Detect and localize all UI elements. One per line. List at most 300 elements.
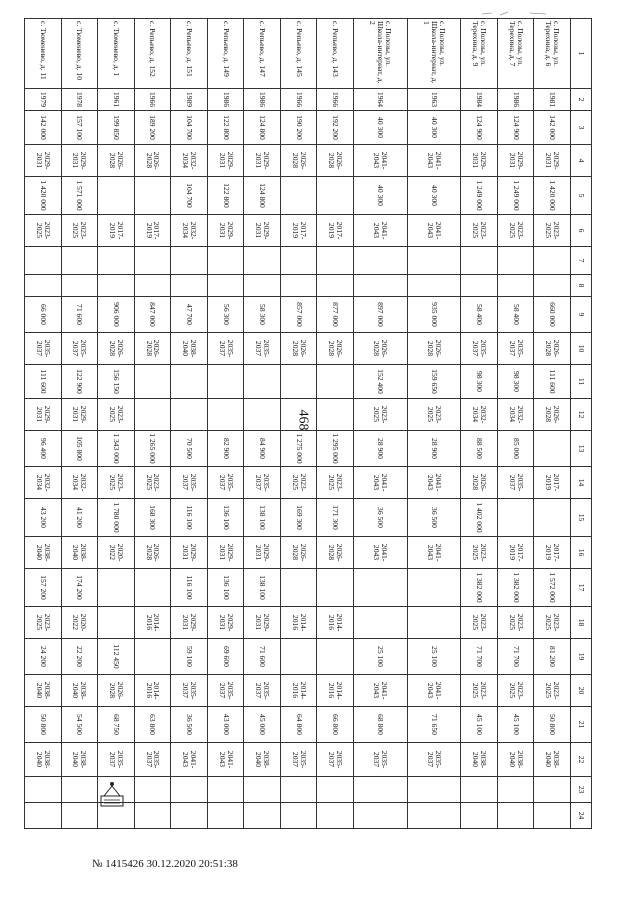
column-header: 8	[571, 275, 592, 297]
table-cell	[134, 777, 171, 803]
table-cell: 40 300	[407, 177, 461, 215]
table-cell: 2035-2037	[207, 467, 244, 499]
table-cell: 59 100	[171, 639, 208, 675]
table-cell	[244, 777, 281, 803]
table-cell: 157 200	[25, 569, 62, 607]
table-cell: 2035-2037	[25, 333, 62, 365]
table-cell: 1978	[61, 89, 98, 111]
table-cell: 2023-2025	[461, 607, 498, 639]
table-cell: 1 402 000	[461, 499, 498, 537]
address-cell: с. Полозы, ул. Терехина, д. 6	[534, 19, 571, 89]
table-cell: 1 420 000	[534, 177, 571, 215]
table-cell: 136 100	[207, 569, 244, 607]
table-row	[317, 19, 354, 829]
table-cell: 2014-2016	[280, 607, 317, 639]
table-cell: 2026-2028	[280, 537, 317, 569]
table-cell: 68 800	[353, 707, 407, 743]
table-cell: 98 300	[461, 365, 498, 399]
table-cell	[207, 777, 244, 803]
table-cell: 1964	[353, 89, 407, 111]
table-cell: 2038-2040	[25, 675, 62, 707]
table-cell: 2038-2040	[61, 537, 98, 569]
table-cell: 136 100	[207, 499, 244, 537]
table-cell	[207, 247, 244, 275]
table-cell: 2026-2028	[98, 145, 135, 177]
table-cell: 2017-2019	[134, 215, 171, 247]
table-cell	[534, 247, 571, 275]
table-cell	[280, 275, 317, 297]
table-cell: 2038-2040	[25, 537, 62, 569]
repair-schedule-table	[24, 18, 592, 829]
table-cell	[317, 777, 354, 803]
table-cell: 171 300	[317, 499, 354, 537]
table-cell: 2038-2040	[171, 333, 208, 365]
table-body	[25, 19, 571, 829]
table-cell	[171, 399, 208, 431]
table-cell: 2026-2028	[134, 333, 171, 365]
table-row	[25, 19, 62, 829]
table-cell: 2023-2025	[534, 675, 571, 707]
table-cell: 69 600	[207, 639, 244, 675]
table-cell	[317, 639, 354, 675]
table-cell: 2026-2028	[317, 145, 354, 177]
table-cell: 28 900	[407, 431, 461, 467]
column-header: 9	[571, 297, 592, 333]
table-cell: 41 200	[61, 499, 98, 537]
table-cell: 2020-2022	[61, 607, 98, 639]
table-cell: 25 100	[407, 639, 461, 675]
table-cell	[171, 247, 208, 275]
table-cell: 22 200	[61, 639, 98, 675]
address-cell: с. Репьево, д. 147	[244, 19, 281, 89]
table-cell: 2035-2037	[497, 333, 534, 365]
table-cell: 2014-2016	[317, 675, 354, 707]
table-cell: 63 800	[134, 707, 171, 743]
table-cell: 847 000	[134, 297, 171, 333]
table-row	[207, 19, 244, 829]
address-cell: с. Репьево, д. 143	[317, 19, 354, 89]
table-cell: 2023-2025	[407, 399, 461, 431]
table-cell: 122 800	[207, 111, 244, 145]
table-cell: 2041-2043	[353, 215, 407, 247]
table-cell: 2038-2040	[61, 743, 98, 777]
table-cell: 1 265 000	[134, 431, 171, 467]
table-cell: 2035-2037	[244, 467, 281, 499]
table-cell: 112 450	[98, 639, 135, 675]
table-cell: 2026-2028	[134, 145, 171, 177]
table-cell: 2035-2037	[280, 743, 317, 777]
table-cell: 2017-2019	[98, 215, 135, 247]
table-cell: 71 650	[407, 707, 461, 743]
table-cell: 66 000	[25, 297, 62, 333]
table-cell: 1961	[98, 89, 135, 111]
table-row	[407, 19, 461, 829]
table-cell	[317, 803, 354, 829]
table-cell: 54 500	[61, 707, 98, 743]
table-cell: 1989	[171, 89, 208, 111]
table-cell	[134, 639, 171, 675]
table-cell: 2035-2037	[244, 333, 281, 365]
address-cell: с. Полозы, ул. Школа-интернат, д. 2	[353, 19, 407, 89]
table-cell: 50 800	[25, 707, 62, 743]
table-cell	[25, 803, 62, 829]
table-cell	[497, 803, 534, 829]
table-cell: 1 249 000	[497, 177, 534, 215]
table-cell: 169 300	[280, 499, 317, 537]
table-cell: 2035-2037	[207, 675, 244, 707]
column-header: 14	[571, 467, 592, 499]
table-cell: 124 800	[244, 111, 281, 145]
table-header	[571, 19, 592, 829]
table-cell: 2035-2037	[407, 743, 461, 777]
table-cell: 24 200	[25, 639, 62, 675]
table-row	[534, 19, 571, 829]
table-cell	[25, 247, 62, 275]
column-header: 6	[571, 215, 592, 247]
table-cell: 2032-2034	[61, 467, 98, 499]
table-cell: 47 700	[171, 297, 208, 333]
table-cell	[317, 275, 354, 297]
table-cell: 1 249 000	[461, 177, 498, 215]
table-cell: 105 800	[61, 431, 98, 467]
table-cell	[461, 275, 498, 297]
column-header: 11	[571, 365, 592, 399]
table-cell	[244, 803, 281, 829]
table-cell: 1966	[317, 89, 354, 111]
table-cell: 58 300	[244, 297, 281, 333]
column-header: 22	[571, 743, 592, 777]
table-cell	[280, 365, 317, 399]
table-cell: 2038-2040	[497, 743, 534, 777]
column-header: 19	[571, 639, 592, 675]
column-header: 17	[571, 569, 592, 607]
table-cell: 2029-2031	[207, 537, 244, 569]
table-cell: 50 800	[534, 707, 571, 743]
table-cell: 111 600	[534, 365, 571, 399]
table-cell: 2017-2019	[497, 537, 534, 569]
table-cell: 122 900	[61, 365, 98, 399]
table-cell: 2014-2016	[317, 607, 354, 639]
table-cell	[61, 803, 98, 829]
table-cell	[407, 569, 461, 607]
table-cell: 2017-2019	[280, 215, 317, 247]
table-cell	[134, 399, 171, 431]
table-cell	[25, 275, 62, 297]
table-cell: 43 200	[25, 499, 62, 537]
table-cell: 88 500	[461, 431, 498, 467]
table-cell	[244, 399, 281, 431]
column-header: 10	[571, 333, 592, 365]
table-cell: 159 650	[407, 365, 461, 399]
table-cell: 43 000	[207, 707, 244, 743]
table-cell: 2029-2031	[207, 215, 244, 247]
table-cell: 124 800	[244, 177, 281, 215]
table-cell	[353, 803, 407, 829]
table-cell	[407, 275, 461, 297]
table-cell: 189 200	[134, 111, 171, 145]
table-cell: 199 850	[98, 111, 135, 145]
table-cell: 857 000	[280, 297, 317, 333]
table-cell	[171, 803, 208, 829]
table-cell: 2026-2028	[280, 333, 317, 365]
table-cell: 2041-2043	[353, 467, 407, 499]
table-cell: 111 600	[25, 365, 62, 399]
table-cell: 36 500	[407, 499, 461, 537]
table-cell: 2032-2034	[171, 215, 208, 247]
table-cell: 40 300	[353, 111, 407, 145]
table-cell	[171, 275, 208, 297]
table-cell: 1 382 000	[461, 569, 498, 607]
table-cell: 2035-2037	[244, 675, 281, 707]
table-cell	[353, 275, 407, 297]
column-header: 7	[571, 247, 592, 275]
table-cell	[353, 777, 407, 803]
table-cell	[497, 499, 534, 537]
table-cell: 2023-2025	[461, 675, 498, 707]
table-cell: 2029-2031	[244, 537, 281, 569]
table-cell: 70 500	[171, 431, 208, 467]
table-cell: 2029-2031	[61, 399, 98, 431]
table-cell: 2023-2025	[497, 215, 534, 247]
table-cell: 1 572 000	[534, 569, 571, 607]
table-cell: 2038-2040	[461, 743, 498, 777]
table-cell: 2038-2040	[534, 743, 571, 777]
table-cell: 2026-2028	[407, 333, 461, 365]
table-cell: 174 200	[61, 569, 98, 607]
table-cell: 2041-2043	[353, 537, 407, 569]
table-cell: 2026-2028	[353, 333, 407, 365]
table-cell: 2014-2016	[134, 607, 171, 639]
table-cell: 1984	[461, 89, 498, 111]
table-cell: 2023-2025	[61, 215, 98, 247]
table-cell	[134, 177, 171, 215]
table-row	[171, 19, 208, 829]
table-cell: 1981	[534, 89, 571, 111]
table-cell: 124 900	[497, 111, 534, 145]
table-cell: 45 100	[461, 707, 498, 743]
table-cell: 2029-2031	[244, 145, 281, 177]
table-cell: 1 275 000	[280, 431, 317, 467]
table-cell	[171, 365, 208, 399]
table-cell: 71 700	[497, 639, 534, 675]
table-cell: 2023-2025	[461, 537, 498, 569]
address-cell: с. Тюменево, д. 1	[98, 19, 135, 89]
table-cell	[497, 777, 534, 803]
table-cell	[461, 803, 498, 829]
table-cell: 142 000	[25, 111, 62, 145]
table-cell: 138 100	[244, 499, 281, 537]
address-cell: с. Полозы, ул. Терехина, д. 7	[497, 19, 534, 89]
table-row	[134, 19, 171, 829]
table-cell: 157 100	[61, 111, 98, 145]
footer-stamp: № 1415426 30.12.2020 20:51:38	[92, 858, 238, 870]
table-cell: 156 150	[98, 365, 135, 399]
column-header: 21	[571, 707, 592, 743]
table-cell	[317, 247, 354, 275]
table-cell: 2041-2043	[207, 743, 244, 777]
table-cell: 2035-2037	[61, 333, 98, 365]
table-cell: 897 000	[353, 297, 407, 333]
table-cell	[497, 275, 534, 297]
table-cell: 85 000	[497, 431, 534, 467]
table-cell: 2029-2031	[207, 145, 244, 177]
table-cell: 2023-2025	[497, 607, 534, 639]
table-cell: 2023-2025	[353, 399, 407, 431]
table-cell: 2032-2034	[25, 467, 62, 499]
table-row	[497, 19, 534, 829]
column-header: 2	[571, 89, 592, 111]
table-cell: 2035-2037	[497, 467, 534, 499]
table-cell: 2029-2031	[497, 145, 534, 177]
table-cell: 2023-2025	[98, 399, 135, 431]
column-header: 5	[571, 177, 592, 215]
table-cell	[534, 499, 571, 537]
table-cell: 2026-2028	[280, 145, 317, 177]
table-cell: 116 100	[171, 499, 208, 537]
table-row	[353, 19, 407, 829]
column-header: 12	[571, 399, 592, 431]
table-cell: 2035-2037	[461, 333, 498, 365]
table-cell	[244, 247, 281, 275]
table-cell	[497, 247, 534, 275]
table-cell: 45 000	[244, 707, 281, 743]
table-cell: 2041-2043	[407, 675, 461, 707]
address-cell: с. Репьево, д. 152	[134, 19, 171, 89]
address-cell: с. Полозы, ул. Школа-интернат, д. 1	[407, 19, 461, 89]
table-cell: 36 500	[171, 707, 208, 743]
table-cell: 1966	[280, 89, 317, 111]
table-cell: 168 300	[134, 499, 171, 537]
table-cell: 1 571 000	[61, 177, 98, 215]
table-cell	[134, 569, 171, 607]
table-cell: 1979	[25, 89, 62, 111]
table-row	[461, 19, 498, 829]
table-cell: 71 600	[244, 639, 281, 675]
table-cell	[244, 365, 281, 399]
column-header: 23	[571, 777, 592, 803]
column-header: 24	[571, 803, 592, 829]
table-cell: 2017-2019	[317, 215, 354, 247]
table-cell: 2020-2022	[98, 537, 135, 569]
table-rotation-wrapper	[24, 18, 592, 828]
table-cell: 1 295 000	[317, 431, 354, 467]
table-cell: 2023-2025	[280, 467, 317, 499]
table-cell: 2035-2037	[353, 743, 407, 777]
table-cell: 84 900	[244, 431, 281, 467]
table-cell: 2029-2031	[461, 145, 498, 177]
table-cell: 2029-2031	[61, 145, 98, 177]
table-cell	[407, 777, 461, 803]
table-cell	[461, 777, 498, 803]
table-cell: 2023-2025	[98, 467, 135, 499]
table-cell	[98, 607, 135, 639]
table-cell: 68 750	[98, 707, 135, 743]
scan-artifact	[480, 8, 550, 18]
table-cell	[207, 275, 244, 297]
table-cell: 2023-2025	[317, 467, 354, 499]
table-cell	[280, 777, 317, 803]
table-cell	[207, 803, 244, 829]
table-cell: 116 100	[171, 569, 208, 607]
table-cell: 1 780 000	[98, 499, 135, 537]
address-cell: с. Тюменево, д. 10	[61, 19, 98, 89]
table-cell	[98, 177, 135, 215]
table-cell: 2029-2031	[244, 215, 281, 247]
table-cell: 2014-2016	[280, 675, 317, 707]
table-cell: 2038-2040	[244, 743, 281, 777]
table-cell: 2026-2028	[317, 537, 354, 569]
table-cell: 2023-2025	[134, 467, 171, 499]
address-cell: с. Тюменево, д. 11	[25, 19, 62, 89]
table-cell: 142 000	[534, 111, 571, 145]
table-cell	[534, 777, 571, 803]
table-cell	[280, 569, 317, 607]
table-cell	[280, 247, 317, 275]
table-cell	[61, 247, 98, 275]
table-cell	[134, 803, 171, 829]
table-cell: 2026-2028	[98, 333, 135, 365]
table-cell: 40 300	[353, 177, 407, 215]
table-cell: 2029-2031	[207, 607, 244, 639]
table-cell: 2014-2016	[134, 675, 171, 707]
table-cell	[171, 777, 208, 803]
table-cell: 660 000	[534, 297, 571, 333]
table-cell: 2035-2037	[171, 467, 208, 499]
table-cell: 2035-2037	[98, 743, 135, 777]
table-cell: 2029-2031	[171, 607, 208, 639]
table-cell: 935 000	[407, 297, 461, 333]
table-cell: 2026-2028	[134, 537, 171, 569]
table-cell: 66 800	[317, 707, 354, 743]
table-cell: 2029-2031	[244, 607, 281, 639]
table-cell: 2041-2043	[407, 215, 461, 247]
table-cell	[317, 569, 354, 607]
table-cell: 81 200	[534, 639, 571, 675]
table-cell	[61, 275, 98, 297]
table-cell: 104 700	[171, 111, 208, 145]
table-cell: 2029-2031	[25, 145, 62, 177]
table-cell	[317, 177, 354, 215]
emblem-stamp	[98, 780, 126, 808]
table-cell: 104 700	[171, 177, 208, 215]
table-cell: 2017-2019	[534, 537, 571, 569]
table-cell: 58 400	[461, 297, 498, 333]
table-cell: 28 900	[353, 431, 407, 467]
table-cell	[534, 803, 571, 829]
table-cell: 2029-2031	[534, 145, 571, 177]
table-cell: 2029-2031	[25, 399, 62, 431]
table-cell: 2038-2040	[61, 675, 98, 707]
table-cell: 906 000	[98, 297, 135, 333]
table-cell: 877 000	[317, 297, 354, 333]
table-cell: 190 200	[280, 111, 317, 145]
table-cell: 2023-2025	[25, 215, 62, 247]
table-cell: 98 300	[497, 365, 534, 399]
table-cell: 58 400	[497, 297, 534, 333]
table-cell	[280, 803, 317, 829]
table-cell: 2041-2043	[171, 743, 208, 777]
table-cell	[98, 275, 135, 297]
table-cell	[244, 275, 281, 297]
table-cell	[317, 365, 354, 399]
table-cell	[353, 607, 407, 639]
table-row	[98, 19, 135, 829]
table-cell: 2026-2028	[317, 333, 354, 365]
table-cell: 2023-2025	[534, 215, 571, 247]
table-cell: 1963	[407, 89, 461, 111]
table-cell	[353, 569, 407, 607]
table-cell: 64 800	[280, 707, 317, 743]
